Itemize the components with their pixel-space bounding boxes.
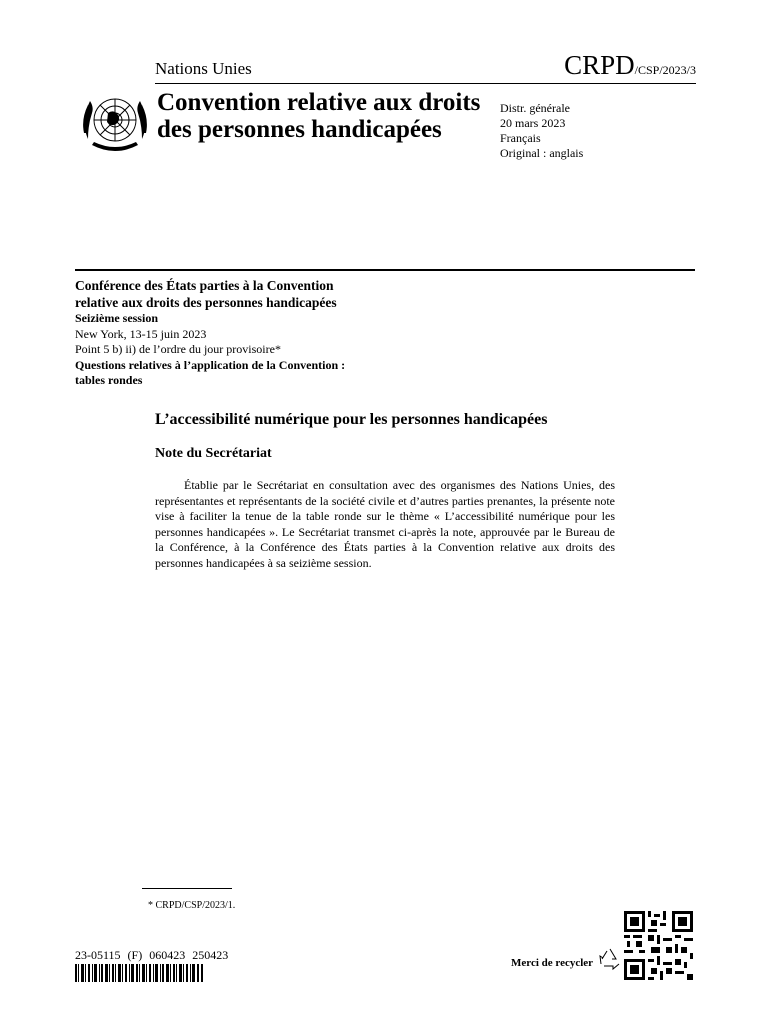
document-title: L’accessibilité numérique pour les personnes handicapées: [155, 411, 548, 428]
intro-paragraph: Établie par le Secrétariat en consultation avec des organismes des Nations Unies, des représentantes et représentants de la société civile et d’autres parties prenantes, la présente note vise à faciliter la tenue de la table ronde sur le thème « L’accessibilité numérique pour les personnes handicapées ». Le Secrétariat transmet ci-après la note, approuvée par le Bureau de la Conférence, à la Conférence des États parties à la Convention relative aux droits des personnes handicapées à sa seizième session.: [155, 478, 615, 570]
distribution-line: Distr. générale: [500, 101, 570, 115]
barcode-icon: [75, 964, 203, 982]
job-number: 23-05115 (F) 060423 250423: [75, 948, 229, 962]
distribution-block: [500, 101, 583, 161]
footnote: * CRPD/CSP/2023/1.: [148, 900, 236, 911]
treaty-body-title: [157, 89, 487, 143]
agenda-title-line2: tables rondes: [75, 373, 143, 387]
recycle-label: Merci de recycler: [511, 957, 594, 969]
document-subtitle: Note du Secrétariat: [155, 446, 272, 461]
un-emblem-icon: [78, 89, 152, 155]
symbol-rest: /CSP/2023/3: [634, 63, 696, 77]
conference-line2: relative aux droits des personnes handicapées: [75, 295, 337, 310]
session: Seizième session: [75, 311, 158, 325]
org-name: Nations Unies: [155, 59, 252, 78]
meeting-info: [75, 277, 405, 389]
document-symbol: [564, 50, 696, 81]
section-rule: [75, 269, 695, 271]
body-title-line2: des personnes handicapées: [157, 116, 442, 143]
qr-code-icon: [624, 911, 693, 980]
body-title-line1: Convention relative aux droits: [157, 89, 481, 116]
conference-line1: Conférence des États parties à la Convention: [75, 278, 334, 293]
footnote-rule: [142, 888, 232, 889]
header-rule: [155, 83, 696, 84]
agenda-title-line1: Questions relatives à l’application de la Convention :: [75, 357, 346, 372]
place-date: New York, 13-15 juin 2023: [75, 326, 207, 341]
original-language-line: Original : anglais: [500, 146, 584, 160]
symbol-main: CRPD: [564, 50, 635, 80]
recycle-icon: [597, 946, 623, 972]
agenda-item: Point 5 b) ii) de l’ordre du jour provisoire*: [75, 342, 281, 356]
date-line: 20 mars 2023: [500, 116, 566, 130]
language-line: Français: [500, 131, 541, 145]
